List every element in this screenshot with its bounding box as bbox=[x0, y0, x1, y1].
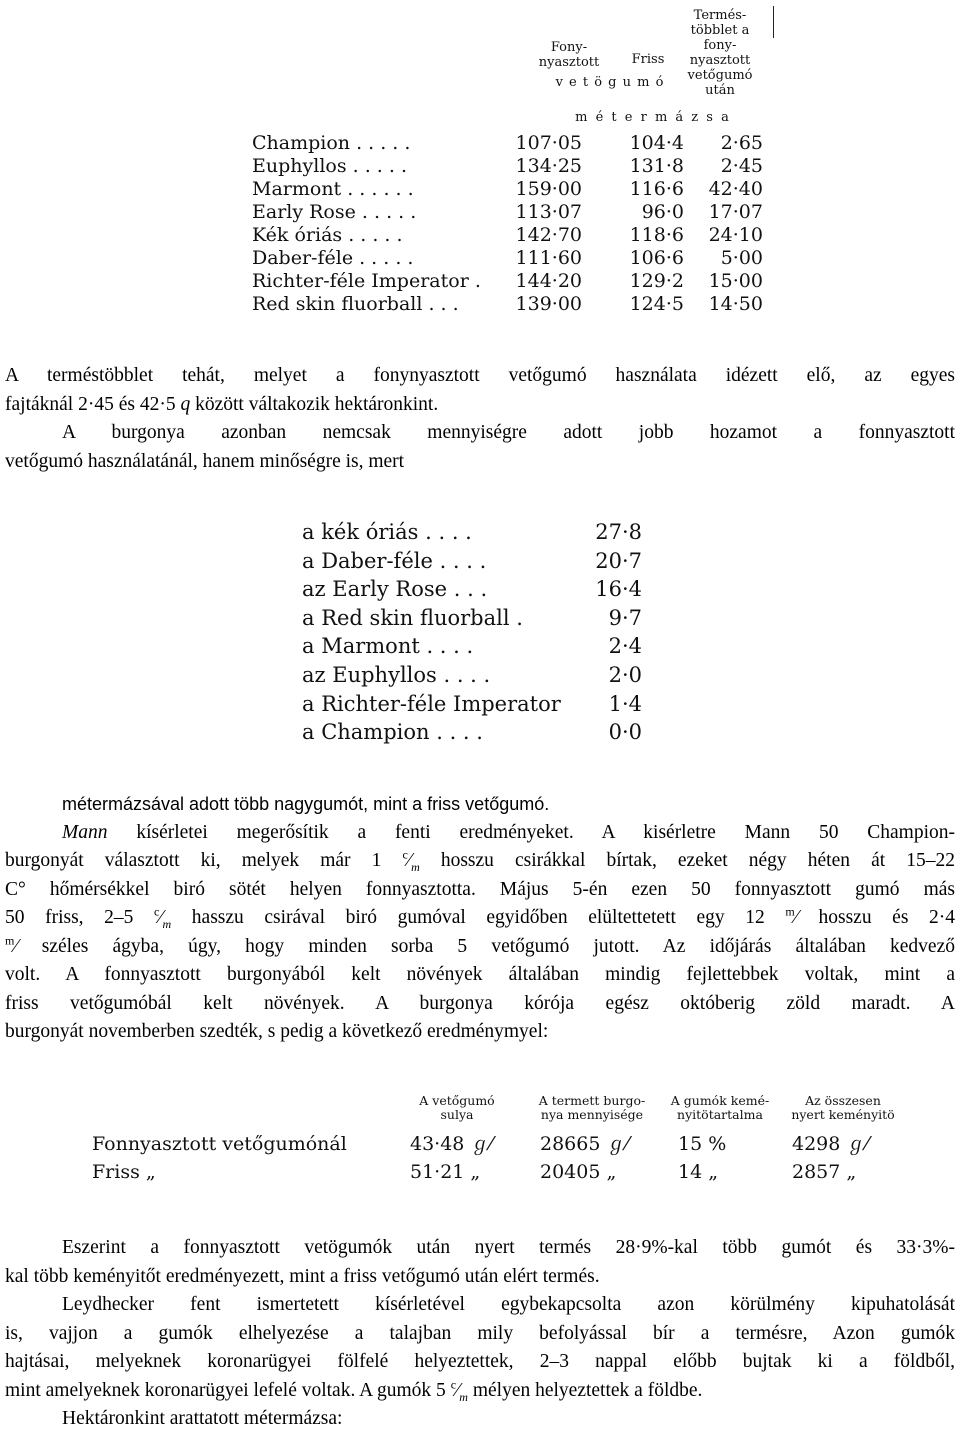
text-span: mint amelyeknek koronarügyei lefelé voltak. A gumók 5 bbox=[5, 1379, 451, 1401]
surplus-value: 17·07 bbox=[708, 201, 763, 223]
variety-value: 2·4 bbox=[608, 634, 642, 659]
text-line bbox=[5, 391, 955, 420]
text-span: között váltakozik hektáronkint. bbox=[190, 393, 439, 415]
text-line: A terméstöbblet tehát, melyet a fonynyasztott vetőgumó használata idézett elő, az egyes bbox=[5, 365, 955, 386]
text-line: Hektáronkint arattatott métermázsa: bbox=[62, 1408, 343, 1429]
variety-value: 16·4 bbox=[595, 577, 642, 602]
unit-sub: m bbox=[459, 1389, 468, 1404]
vetogumo-sulya-value: 43·48 ℊ⁄ bbox=[410, 1133, 493, 1155]
surplus-value: 2·45 bbox=[720, 155, 763, 177]
surplus-value: 24·10 bbox=[708, 224, 763, 246]
variety-name: Daber-féle . . . . . bbox=[252, 247, 414, 269]
text-span: hosszu és 2·4 bbox=[797, 907, 955, 928]
fonnyasztott-value: 134·25 bbox=[515, 155, 582, 177]
unit-slash: ⁄ bbox=[14, 935, 18, 957]
unit-sup: m bbox=[785, 904, 795, 919]
fonnyasztott-value: 144·20 bbox=[515, 270, 582, 292]
text-line: hajtásai, melyeknek koronarügyei fölfelé helyeztettek, 2–3 nappal előbb bujtak ki a földből, bbox=[5, 1351, 955, 1372]
variety-value: 0·0 bbox=[608, 720, 642, 745]
list-item bbox=[302, 661, 642, 690]
osszes-kemenyito-value: 4298 ℊ⁄ bbox=[792, 1133, 869, 1155]
burgonya-mennyiseg-value: 28665 ℊ⁄ bbox=[540, 1133, 629, 1155]
text-line: is, vajjon a gumók elhelyezése a talajban mily befolyással bír a termésre, Azon gumók bbox=[5, 1322, 955, 1344]
fonnyasztott-value: 111·60 bbox=[515, 247, 582, 269]
table-row bbox=[92, 1130, 892, 1158]
unit-sup: c bbox=[450, 1377, 457, 1391]
variety-value: 1·4 bbox=[608, 691, 642, 716]
variety-value: 2·0 bbox=[608, 662, 642, 687]
text-line: A burgonya azonban nemcsak mennyiségre adott jobb hozamot a fonnyasztott bbox=[62, 422, 955, 443]
row-label: Friss „ bbox=[92, 1161, 156, 1183]
surplus-value: 42·40 bbox=[708, 178, 763, 200]
table-row bbox=[252, 201, 763, 224]
table-row bbox=[252, 270, 763, 293]
osszes-kemenyito-value: 2857 „ bbox=[792, 1161, 857, 1183]
unit-sup: m bbox=[5, 933, 15, 947]
text-span: 50 friss, 2–5 bbox=[5, 907, 154, 928]
variety-name: a kék óriás . . . . bbox=[302, 520, 472, 544]
surplus-value: 14·50 bbox=[708, 293, 763, 315]
header-kemenyitotartalom: A gumók kemé- nyitötartalma bbox=[670, 1093, 770, 1122]
text-line bbox=[5, 904, 955, 933]
text-span: hasszu csirával biró gumóval egyidőben elültettetett egy 12 bbox=[171, 907, 786, 928]
text-line bbox=[5, 933, 955, 962]
unit-slash: ⁄ bbox=[407, 850, 412, 871]
friss-value: 129·2 bbox=[629, 270, 684, 292]
variety-name: az Early Rose . . . bbox=[302, 577, 488, 602]
vetogumo-sulya-value: 51·21 „ bbox=[410, 1161, 481, 1183]
header-termestobblet: Termés- többlet a fony- nyasztott vetőgumó után bbox=[687, 8, 753, 98]
text-span: fajtáknál 2·45 és 42·5 bbox=[5, 393, 181, 415]
table-row bbox=[252, 293, 763, 316]
table-row bbox=[252, 247, 763, 270]
text-line: Leydhecker fent ismertetett kísérletével egybekapcsolta azon körülmény kipuhatolását bbox=[62, 1294, 955, 1315]
table-row bbox=[252, 224, 763, 247]
text-span: mélyen helyeztettek a földbe. bbox=[467, 1379, 703, 1401]
friss-value: 106·6 bbox=[629, 247, 684, 269]
variety-name: Richter-féle Imperator . bbox=[252, 270, 481, 292]
text-span: kísérletei megerősítik a fenti eredményeket. A kisérletre Mann 50 Champion- bbox=[107, 821, 955, 843]
text-line: kal több keményitőt eredményezett, mint a friss vetőgumó után elért termés. bbox=[5, 1265, 600, 1287]
header-friss: Friss bbox=[631, 52, 665, 67]
header-osszes-kemenyito: Az összesen nyert keményitö bbox=[791, 1093, 895, 1122]
variety-name: a Daber-féle . . . . bbox=[302, 548, 487, 573]
text-line: volt. A fonnyasztott burgonyából kelt növények általában mindig fejlettebbek voltak, mint a bbox=[5, 964, 955, 985]
text-span: széles ágyba, úgy, hogy minden sorba 5 vetőgumó jutott. Az időjárás általában kedvező bbox=[17, 935, 955, 957]
friss-value: 131·8 bbox=[629, 155, 684, 177]
variety-value: 20·7 bbox=[595, 548, 642, 573]
yield-rows bbox=[252, 132, 763, 316]
unit-q: q bbox=[180, 393, 191, 415]
surplus-value: 2·65 bbox=[720, 132, 763, 154]
text-line bbox=[5, 847, 955, 876]
friss-value: 118·6 bbox=[629, 224, 684, 246]
friss-value: 96·0 bbox=[641, 201, 684, 223]
surplus-value: 5·00 bbox=[720, 247, 763, 269]
unit-sub: m bbox=[162, 916, 172, 931]
variety-name: a Champion . . . . bbox=[302, 720, 483, 745]
text-line: C° hőmérsékkel biró sötét helyen fonnyasztotta. Május 5-én ezen 50 fonnyasztott gumó más bbox=[5, 878, 955, 900]
header-termett-mennyiseg: A termett burgo- nya mennyisége bbox=[538, 1093, 646, 1122]
variety-name: Red skin fluorball . . . bbox=[252, 293, 459, 315]
variety-name: a Red skin fluorball . bbox=[302, 605, 523, 630]
text-line bbox=[5, 1377, 955, 1406]
unit-slash: ⁄ bbox=[794, 907, 798, 928]
table-row bbox=[252, 178, 763, 201]
text-line: Eszerint a fonnyasztott vetögumók után nyert termés 28·9%-kal több gumót és 33·3%- bbox=[62, 1237, 955, 1258]
fonnyasztott-value: 142·70 bbox=[515, 224, 582, 246]
kemenyito-tartalom-value: 14 „ bbox=[678, 1161, 719, 1183]
variety-name: Euphyllos . . . . . bbox=[252, 155, 407, 177]
unit-slash: ⁄ bbox=[456, 1379, 460, 1401]
variety-name: az Euphyllos . . . . bbox=[302, 662, 491, 687]
text-span: burgonyát választott ki, melyek már 1 bbox=[5, 850, 403, 871]
paragraph-mann bbox=[5, 790, 955, 1047]
list-item bbox=[302, 604, 642, 633]
text-line: métermázsával adott több nagygumót, mint a friss vetőgumó. bbox=[62, 794, 550, 814]
burgonya-mennyiseg-value: 20405 „ bbox=[540, 1161, 617, 1183]
list-item bbox=[302, 632, 642, 661]
list-item bbox=[302, 518, 642, 547]
table-row bbox=[252, 132, 763, 155]
table-row bbox=[252, 155, 763, 178]
header-fonnyasztott: Fony- nyasztott bbox=[538, 40, 600, 70]
list-item bbox=[302, 575, 642, 604]
unit-sub: m bbox=[411, 859, 420, 874]
table-row bbox=[92, 1158, 892, 1186]
friss-value: 116·6 bbox=[629, 178, 684, 200]
list-item bbox=[302, 547, 642, 576]
friss-value: 124·5 bbox=[629, 293, 684, 315]
fonnyasztott-value: 113·07 bbox=[515, 201, 582, 223]
variety-name: Champion . . . . . bbox=[252, 132, 411, 154]
paragraph-eszerint bbox=[5, 1234, 955, 1434]
header-vetogumo: v e t ö g u m ó bbox=[555, 75, 665, 90]
text-line: vetőgumó használatánál, hanem minőségre is, mert bbox=[5, 450, 405, 472]
fonnyasztott-value: 107·05 bbox=[515, 132, 582, 154]
list-item bbox=[302, 690, 642, 719]
text-span: hosszu csirákkal bírtak, ezeket négy héten át 15–22 bbox=[419, 850, 955, 871]
table-edge-rule bbox=[773, 6, 774, 38]
friss-value: 104·4 bbox=[629, 132, 684, 154]
variety-name: Early Rose . . . . . bbox=[252, 201, 417, 223]
row-label: Fonnyasztott vetőgumónál bbox=[92, 1133, 347, 1155]
header-metermazsa: m é t e r m á z s a bbox=[575, 110, 731, 125]
fonnyasztott-value: 139·00 bbox=[515, 293, 582, 315]
variety-name: Kék óriás . . . . . bbox=[252, 224, 403, 246]
variety-name: a Richter-féle Imperator bbox=[302, 691, 561, 716]
fonnyasztott-value: 159·00 bbox=[515, 178, 582, 200]
text-line bbox=[5, 819, 955, 848]
variety-value: 9·7 bbox=[608, 605, 642, 630]
header-vetogumo-sulya: A vetőgumó sulya bbox=[419, 1093, 495, 1122]
text-line: friss vetőgumóbál kelt növények. A burgonya kórója egész októberig zöld maradt. A bbox=[5, 992, 955, 1014]
variety-name: Marmont . . . . . . bbox=[252, 178, 414, 200]
nagygumo-list bbox=[302, 518, 642, 747]
kemenyito-tartalom-value: 15 % bbox=[678, 1133, 727, 1155]
variety-name: a Marmont . . . . bbox=[302, 634, 474, 659]
unit-slash: ⁄ bbox=[159, 907, 163, 928]
surplus-value: 15·00 bbox=[708, 270, 763, 292]
variety-value: 27·8 bbox=[595, 520, 642, 544]
author-name: Mann bbox=[62, 821, 108, 843]
text-line: burgonyát novemberben szedték, s pedig a következő eredménymyel: bbox=[5, 1021, 549, 1042]
unit-sup: c bbox=[402, 847, 408, 862]
paragraph-termestobblet bbox=[5, 362, 955, 476]
unit-sup: c bbox=[153, 904, 160, 919]
list-item bbox=[302, 718, 642, 747]
